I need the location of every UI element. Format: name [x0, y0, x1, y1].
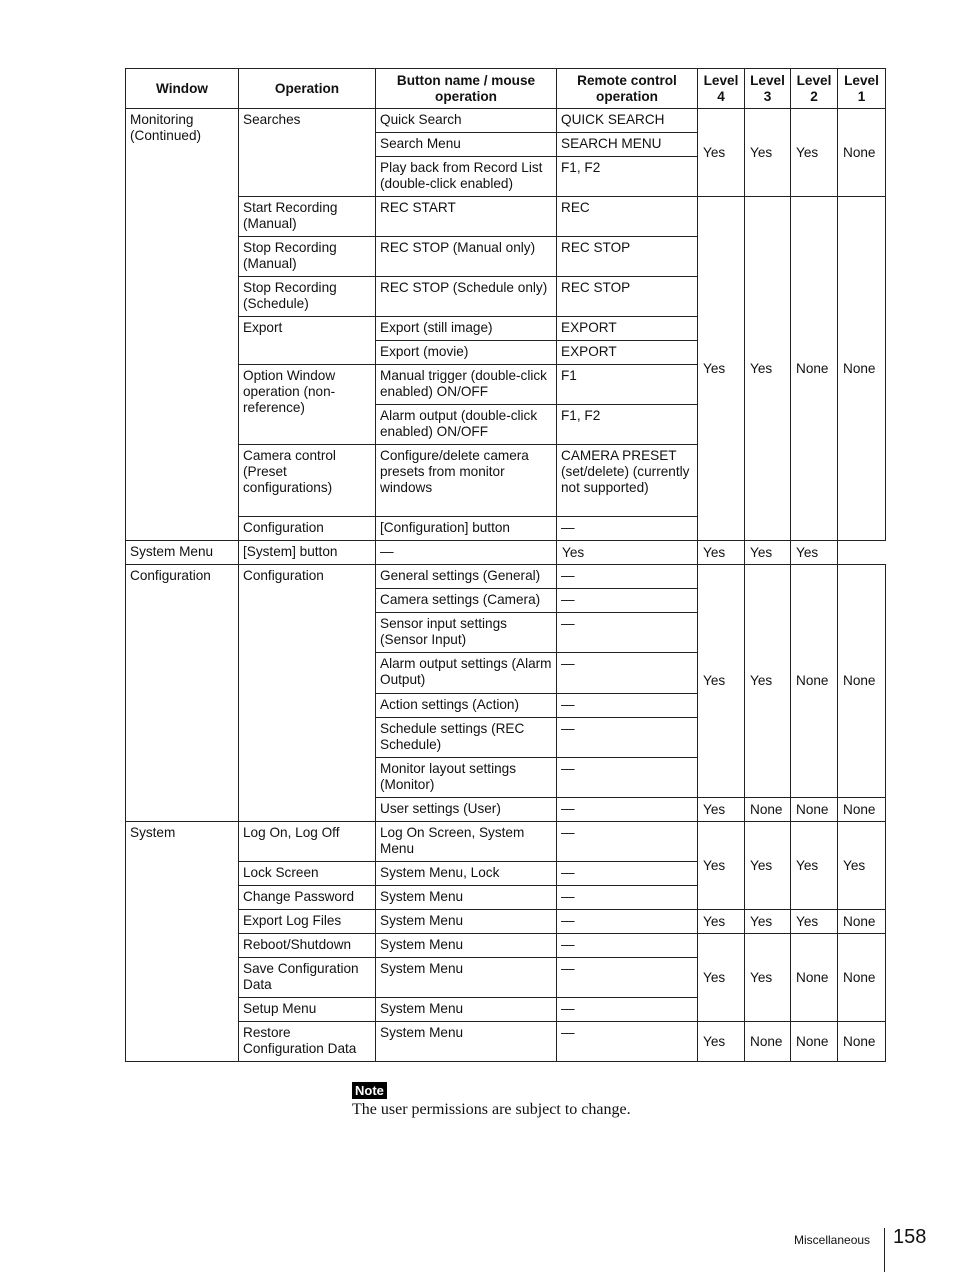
level-4-cell: Yes [698, 798, 745, 822]
level-4-cell: Yes [698, 822, 745, 910]
remote-cell: — [557, 798, 698, 822]
remote-cell: — [557, 1022, 698, 1062]
level-4-cell: Yes [698, 109, 745, 197]
level-2-cell: Yes [745, 541, 791, 565]
level-3-cell: Yes [745, 565, 791, 798]
level-3-cell: Yes [745, 109, 791, 197]
operation-cell: Export Log Files [239, 910, 376, 934]
header-remote-control: Remote control operation [557, 69, 698, 109]
operation-cell: Restore Configuration Data [239, 1022, 376, 1062]
operation-cell: Configuration [239, 565, 376, 822]
note-label: Note [352, 1082, 387, 1099]
remote-cell: — [557, 694, 698, 718]
button-cell: General settings (General) [376, 565, 557, 589]
window-cell: Configuration [126, 565, 239, 822]
remote-cell: — [557, 934, 698, 958]
button-cell: User settings (User) [376, 798, 557, 822]
level-2-cell: None [791, 934, 838, 1022]
level-2-cell: None [791, 565, 838, 798]
level-3-cell: Yes [745, 934, 791, 1022]
operation-cell: System Menu [126, 541, 239, 565]
table-row [126, 910, 886, 934]
button-cell: Sensor input settings (Sensor Input) [376, 613, 557, 653]
level-4-cell: Yes [698, 1022, 745, 1062]
table-header-row [126, 69, 886, 109]
remote-cell: — [557, 886, 698, 910]
header-level-2: Level 2 [791, 69, 838, 109]
level-4-cell: Yes [698, 910, 745, 934]
header-level-4: Level 4 [698, 69, 745, 109]
button-cell: System Menu [376, 998, 557, 1022]
level-1-cell: None [838, 798, 886, 822]
header-operation: Operation [239, 69, 376, 109]
button-cell: Camera settings (Camera) [376, 589, 557, 613]
level-4-cell: Yes [557, 541, 698, 565]
remote-cell: REC STOP [557, 237, 698, 277]
operation-cell: Lock Screen [239, 862, 376, 886]
operation-cell: Change Password [239, 886, 376, 910]
operation-cell: Configuration [239, 517, 376, 541]
button-cell: Alarm output settings (Alarm Output) [376, 653, 557, 694]
level-1-cell: Yes [838, 822, 886, 910]
level-2-cell: None [791, 798, 838, 822]
button-cell: Action settings (Action) [376, 694, 557, 718]
remote-cell: — [557, 822, 698, 862]
level-2-cell: Yes [791, 822, 838, 910]
table-row [126, 934, 886, 958]
header-window: Window [126, 69, 239, 109]
table-row [126, 197, 886, 237]
remote-cell: F1, F2 [557, 405, 698, 445]
remote-cell: CAMERA PRESET (set/delete) (currently not supported) [557, 445, 698, 517]
operation-cell: Stop Recording (Schedule) [239, 277, 376, 317]
level-3-cell: None [745, 1022, 791, 1062]
remote-cell: — [557, 910, 698, 934]
operation-cell: Save Configuration Data [239, 958, 376, 998]
footer-section-label: Miscellaneous [794, 1233, 871, 1247]
table-row [126, 1022, 886, 1062]
button-cell: System Menu [376, 1022, 557, 1062]
remote-cell: QUICK SEARCH [557, 109, 698, 133]
remote-cell: — [557, 613, 698, 653]
button-cell: System Menu, Lock [376, 862, 557, 886]
header-button-name: Button name / mouse operation [376, 69, 557, 109]
operation-cell: Export [239, 317, 376, 365]
button-cell: Manual trigger (double-click enabled) ON/OFF [376, 365, 557, 405]
level-2-cell: None [791, 197, 838, 541]
level-2-cell: None [791, 1022, 838, 1062]
button-cell: Schedule settings (REC Schedule) [376, 718, 557, 758]
remote-cell: — [557, 758, 698, 798]
button-cell: Monitor layout settings (Monitor) [376, 758, 557, 798]
remote-cell: — [557, 718, 698, 758]
button-cell: [Configuration] button [376, 517, 557, 541]
button-cell: System Menu [376, 886, 557, 910]
remote-cell: EXPORT [557, 341, 698, 365]
level-4-cell: Yes [698, 197, 745, 541]
button-cell: System Menu [376, 910, 557, 934]
level-4-cell: Yes [698, 565, 745, 798]
level-3-cell: Yes [698, 541, 745, 565]
button-cell: Play back from Record List (double-click enabled) [376, 157, 557, 197]
level-3-cell: Yes [745, 197, 791, 541]
button-cell: Configure/delete camera presets from monitor windows [376, 445, 557, 517]
button-cell: System Menu [376, 934, 557, 958]
page-number: 158 [893, 1226, 927, 1248]
remote-cell: REC STOP [557, 277, 698, 317]
level-1-cell: None [838, 109, 886, 197]
remote-cell: — [557, 862, 698, 886]
operation-cell: Log On, Log Off [239, 822, 376, 862]
table-row [126, 541, 886, 565]
note-block [352, 1082, 631, 1119]
level-1-cell: Yes [791, 541, 838, 565]
button-cell: System Menu [376, 958, 557, 998]
table-row [126, 822, 886, 862]
level-4-cell: Yes [698, 934, 745, 1022]
level-2-cell: Yes [791, 910, 838, 934]
operation-cell: Searches [239, 109, 376, 197]
button-cell: Log On Screen, System Menu [376, 822, 557, 862]
remote-cell: — [557, 517, 698, 541]
button-cell: Export (movie) [376, 341, 557, 365]
button-cell: REC STOP (Manual only) [376, 237, 557, 277]
button-cell: Export (still image) [376, 317, 557, 341]
level-1-cell: None [838, 197, 886, 541]
level-2-cell: Yes [791, 109, 838, 197]
button-cell: Quick Search [376, 109, 557, 133]
note-text: The user permissions are subject to change. [352, 1101, 631, 1118]
button-cell: Alarm output (double-click enabled) ON/OFF [376, 405, 557, 445]
button-cell: [System] button [239, 541, 376, 565]
level-1-cell: None [838, 934, 886, 1022]
remote-cell: — [557, 589, 698, 613]
remote-cell: — [557, 958, 698, 998]
level-3-cell: Yes [745, 910, 791, 934]
header-level-1: Level 1 [838, 69, 886, 109]
header-level-3: Level 3 [745, 69, 791, 109]
level-3-cell: None [745, 798, 791, 822]
table-row [126, 565, 886, 589]
button-cell: REC STOP (Schedule only) [376, 277, 557, 317]
remote-cell: REC [557, 197, 698, 237]
permissions-table [125, 68, 886, 1062]
level-3-cell: Yes [745, 822, 791, 910]
remote-cell: — [376, 541, 557, 565]
remote-cell: — [557, 565, 698, 589]
operation-cell: Setup Menu [239, 998, 376, 1022]
operation-cell: Camera control (Preset configurations) [239, 445, 376, 517]
remote-cell: — [557, 998, 698, 1022]
operation-cell: Start Recording (Manual) [239, 197, 376, 237]
table-row [126, 109, 886, 133]
level-1-cell: None [838, 1022, 886, 1062]
operation-cell: Option Window operation (non-reference) [239, 365, 376, 445]
button-cell: Search Menu [376, 133, 557, 157]
remote-cell: SEARCH MENU [557, 133, 698, 157]
window-cell: System [126, 822, 239, 1062]
footer-divider [884, 1228, 885, 1272]
button-cell: REC START [376, 197, 557, 237]
level-1-cell: None [838, 565, 886, 798]
remote-cell: F1, F2 [557, 157, 698, 197]
operation-cell: Reboot/Shutdown [239, 934, 376, 958]
remote-cell: F1 [557, 365, 698, 405]
operation-cell: Stop Recording (Manual) [239, 237, 376, 277]
level-1-cell: None [838, 910, 886, 934]
window-cell: Monitoring (Continued) [126, 109, 239, 541]
remote-cell: — [557, 653, 698, 694]
remote-cell: EXPORT [557, 317, 698, 341]
